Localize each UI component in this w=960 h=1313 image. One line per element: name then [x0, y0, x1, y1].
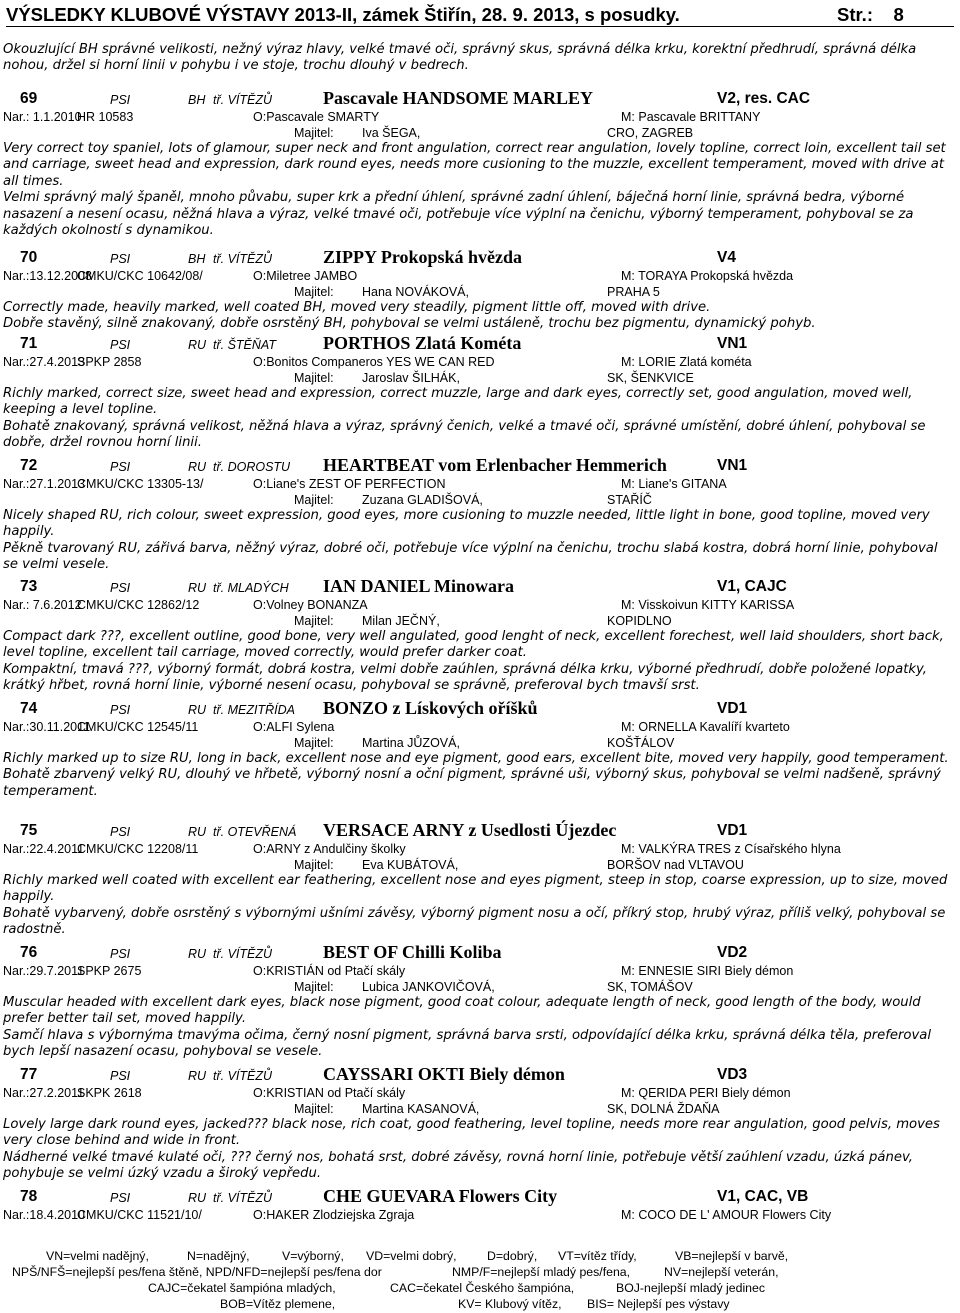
dam: [621, 477, 727, 491]
sire-prefix: O:: [253, 1086, 267, 1100]
entry-show-class: tř. VÍTĚZŮ: [213, 1069, 273, 1083]
entry-show-class: tř. DOROSTU: [213, 460, 291, 474]
dam: [621, 110, 760, 124]
sire-name: ARNY z Andulčiny školky: [266, 842, 406, 856]
entry-show-class: tř. ŠTĚŇAT: [213, 338, 276, 352]
entry-grade: VN1: [717, 335, 748, 352]
dog-name: BEST OF Chilli Koliba: [323, 942, 502, 962]
entry-pedigree: [0, 963, 960, 979]
entry-heading: [0, 942, 960, 963]
sire: [253, 720, 334, 734]
critique-text: Compact dark ???, excellent outline, good bone, very well angulated, good lenght of neck, excellent forechest, well laid shoulders, short back, level topline, excellent tail carriage, moved correctly, would prefer darker coat.: [3, 629, 944, 661]
sire-name: Liane's ZEST OF PERFECTION: [266, 477, 446, 491]
sire-name: HAKER Zlodziejska Zgraja: [266, 1208, 415, 1222]
entry-owner: [0, 370, 960, 386]
owner-city: SK, ŠENKVICE: [607, 371, 694, 385]
critique-text: Correctly made, heavily marked, well coated BH, moved very steadily, pigment little off, moved with drive.: [3, 300, 711, 315]
sire-prefix: O:: [253, 1208, 267, 1222]
entry-pedigree: [0, 268, 960, 284]
entry-grade: VD1: [717, 822, 748, 839]
entry-pedigree: [0, 109, 960, 125]
birth-date: Nar.:27.2.2011: [3, 1086, 85, 1100]
sire-prefix: O:: [253, 269, 267, 283]
sire-prefix: O:: [253, 720, 267, 734]
dog-entry: [0, 576, 960, 695]
entry-pedigree: [0, 1085, 960, 1101]
entry-grade: V1, CAC, VB: [717, 1188, 809, 1205]
dam-prefix: M:: [621, 269, 635, 283]
owner-city: STAŘÍČ: [607, 493, 652, 507]
entry-heading: [0, 88, 960, 109]
entry-show-class: tř. MLADÝCH: [213, 581, 289, 595]
dam: [621, 269, 793, 283]
entry-class: PSI: [110, 1191, 131, 1205]
entry-number: 69: [20, 90, 38, 107]
page-header: [6, 2, 954, 26]
entry-color: RU: [188, 1191, 207, 1205]
header-rule: [6, 26, 954, 27]
sire-prefix: O:: [253, 842, 267, 856]
registration-number: CMKU/CKC 10642/08/: [77, 269, 203, 283]
page-title: VÝSLEDKY KLUBOVÉ VÝSTAVY 2013-II, zámek Štiřín, 28. 9. 2013, s posudky.: [6, 4, 680, 25]
dog-entry: [0, 455, 960, 574]
birth-date: Nar.:13.12.2008: [3, 269, 92, 283]
dog-name: Pascavale HANDSOME MARLEY: [323, 88, 593, 108]
sire-prefix: O:: [253, 477, 267, 491]
entry-class: PSI: [110, 460, 131, 474]
dog-entry: [0, 942, 960, 1061]
legend-item: VT=vítěz třídy,: [558, 1249, 637, 1263]
critique-text: Velmi správný malý španěl, mnoho půvabu, super krk a přední úhlení, správné zadní úhlení, báječná horní linie, správná bedra, výborné nasazení a nesení ocasu, něžná hlava a výraz, velké tmavé oči, potřebuje více výplní na čenichu, výborný temperament, pohyboval se za každých okolností s dynamikou.: [3, 190, 914, 239]
owner-city: PRAHA 5: [607, 285, 660, 299]
entry-color: RU: [188, 1069, 207, 1083]
critique-text: Bohatě znakovaný, správná velikost, něžná hlava a výraz, správný čenich, velké a tmavé oči, správné umístění, dobré úhlení, pohyboval se dobře, držel rovnou horní linii.: [3, 418, 926, 451]
page-number-prefix: Str.:: [837, 4, 873, 25]
entry-pedigree: [0, 354, 960, 370]
legend-item: VB=nejlepší v barvě,: [675, 1249, 789, 1263]
critique-text: Nádherné velké tmavé kulaté oči, ??? černý nos, bohatá srst, dobré závěsy, rovná horní linie, potřebuje větší zaúhlení vzadu, úzká pánev, pohybuje se velmi úzký vzadu a široký vepředu.: [3, 1149, 913, 1182]
dog-name: CHE GUEVARA Flowers City: [323, 1186, 558, 1206]
critique-text: Samčí hlava s výbornýma tmavýma očima, černý nosní pigment, správná barva srsti, odpovídající délka krku, správná délka těla, preferoval bych lepší nasazení ocasu, pohyboval se vesele.: [3, 1027, 932, 1060]
entry-show-class: tř. VÍTĚZŮ: [213, 947, 273, 961]
sire-prefix: O:: [253, 355, 267, 369]
dog-name: ZIPPY Prokopská hvězda: [323, 247, 523, 267]
dam-prefix: M:: [621, 1086, 635, 1100]
entry-grade: VD3: [717, 1066, 748, 1083]
critique-text: Bohatě zbarvený velký RU, dlouhý ve hřbetě, výborný nosní a oční pigment, správné uši, výborný skus, pohyboval se velmi nadšeně, správný temperament.: [3, 767, 941, 799]
registration-number: CMKU/CKC 12545/11: [77, 720, 199, 734]
entry-class: PSI: [110, 1069, 131, 1083]
dam: [621, 1086, 791, 1100]
dam-prefix: M:: [621, 355, 635, 369]
entry-number: 73: [20, 578, 38, 595]
entry-color: BH: [188, 93, 206, 107]
critique-text: Bohatě vybarvený, dobře osrstěný s výbornými ušními závěsy, výborný pigment nosu a očí, příkrý stop, hrubý výraz, příliš velký, pohyboval se radostně.: [3, 905, 946, 938]
entry-number: 77: [20, 1066, 38, 1083]
entry-color: RU: [188, 460, 207, 474]
registration-number: CMKU/CKC 11521/10/: [77, 1208, 202, 1222]
owner-name: Martina KASANOVÁ,: [362, 1102, 480, 1116]
registration-number: CMKU/CKC 12862/12: [77, 598, 200, 612]
sire-prefix: O:: [253, 110, 267, 124]
birth-date: Nar.:30.11.2011: [3, 720, 91, 734]
dam-name: COCO DE L' AMOUR Flowers City: [638, 1208, 832, 1222]
entry-grade: V1, CAJC: [717, 578, 787, 595]
entry-pedigree: [0, 476, 960, 492]
critique-text: Nicely shaped RU, rich colour, sweet expression, good eyes, more cusioning to muzzle needed, little light in bone, good topline, moved very happily.: [3, 508, 930, 540]
entry-color: RU: [188, 947, 207, 961]
dam: [621, 964, 793, 978]
entry-show-class: tř. VÍTĚZŮ: [213, 252, 273, 266]
sire: [253, 269, 357, 283]
entry-heading: [0, 576, 960, 597]
legend-item: N=nadějný,: [187, 1249, 250, 1263]
entry-pedigree: [0, 597, 960, 613]
owner-label: Majitel:: [294, 493, 334, 507]
critique-text: Lovely large dark round eyes, jacked??? black nose, rich coat, good feathering, level topline, needs more rear angulation, good pelvis, moves very close behind and wide in front.: [3, 1117, 940, 1149]
entry-number: 72: [20, 457, 38, 474]
entry-color: BH: [188, 252, 206, 266]
dog-entry: [0, 1064, 960, 1183]
sire: [253, 598, 368, 612]
legend-item: VD=velmi dobrý,: [366, 1249, 457, 1263]
owner-label: Majitel:: [294, 736, 334, 750]
entry-heading: [0, 820, 960, 841]
birth-date: Nar.: 7.6.2012: [3, 598, 82, 612]
critique-text: Pěkně tvarovaný RU, zářivá barva, něžný výraz, dobré oči, potřebuje více výplní na čenichu, trochu slabá kostra, dobrá horní linie, pohyboval se velmi vesele.: [3, 540, 938, 573]
entry-pedigree: [0, 719, 960, 735]
sire-name: Miletree JAMBO: [266, 269, 358, 283]
entry-heading: [0, 333, 960, 354]
owner-city: SK, DOLNÁ ŽDAŇA: [607, 1102, 720, 1116]
entry-show-class: tř. VÍTĚZŮ: [213, 1191, 273, 1205]
critique-text: Dobře stavěný, silně znakovaný, dobře osrstěný BH, pohyboval se velmi ustáleně, trochu bez pigmentu, dynamický pohyb.: [3, 316, 816, 332]
entry-pedigree: [0, 841, 960, 857]
entry-heading: [0, 455, 960, 476]
dog-entry: [0, 247, 960, 333]
entry-show-class: tř. OTEVŘENÁ: [213, 825, 297, 839]
dam-name: LORIE Zlatá kométa: [638, 355, 752, 369]
registration-number: HR 10583: [77, 110, 134, 124]
entry-color: RU: [188, 825, 207, 839]
entry-number: 70: [20, 249, 38, 266]
sire-prefix: O:: [253, 964, 267, 978]
birth-date: Nar.:27.1.2013: [3, 477, 86, 491]
dog-name: BONZO z Lískových oříšků: [323, 698, 538, 718]
entry-grade: VD2: [717, 944, 748, 961]
sire-name: KRISTIÁN od Ptačí skály: [266, 964, 406, 978]
legend-item: BOB=Vítěz plemene,: [220, 1297, 336, 1311]
entry-number: 71: [20, 335, 38, 352]
entry-class: PSI: [110, 581, 131, 595]
legend-item: NV=nejlepší veterán,: [664, 1265, 779, 1279]
owner-city: SK, TOMÁŠOV: [607, 980, 693, 994]
entry-owner: [0, 492, 960, 508]
owner-label: Majitel:: [294, 1102, 334, 1116]
owner-city: BORŠOV nad VLTAVOU: [607, 858, 744, 872]
entry-owner: [0, 613, 960, 629]
owner-name: Zuzana GLADIŠOVÁ,: [362, 493, 483, 507]
entry-number: 74: [20, 700, 38, 717]
owner-label: Majitel:: [294, 980, 334, 994]
registration-number: CMKU/CKC 12208/11: [77, 842, 199, 856]
owner-city: CRO, ZAGREB: [607, 126, 694, 140]
entry-owner: [0, 857, 960, 873]
registration-number: SKPK 2618: [77, 1086, 142, 1100]
owner-label: Majitel:: [294, 371, 334, 385]
owner-name: Hana NOVÁKOVÁ,: [362, 285, 469, 299]
page-number-value: 8: [893, 4, 904, 25]
dog-entry: [0, 698, 960, 800]
legend-item: KV= Klubový vítěz,: [458, 1297, 562, 1311]
entry-color: RU: [188, 338, 207, 352]
entry-heading: [0, 247, 960, 268]
sire-name: Volney BONANZA: [266, 598, 368, 612]
dam-name: ENNESIE SIRI Biely démon: [638, 964, 794, 978]
dog-entry: [0, 333, 960, 452]
entry-heading: [0, 698, 960, 719]
page-number: [837, 4, 904, 26]
critique-text: Richly marked well coated with excellent ear feathering, excellent nose and eyes pigment, steep in stop, coarse expression, up to size, moved happily.: [3, 873, 948, 905]
sire: [253, 477, 445, 491]
legend-item: D=dobrý,: [487, 1249, 538, 1263]
dam-prefix: M:: [621, 598, 635, 612]
dam-name: QERIDA PERI Biely démon: [638, 1086, 791, 1100]
dam-name: Liane's GITANA: [638, 477, 727, 491]
entry-pedigree: [0, 1207, 960, 1223]
owner-name: Jaroslav ŠILHÁK,: [362, 371, 460, 385]
entry-heading: [0, 1186, 960, 1207]
owner-name: Iva ŠEGA,: [362, 126, 421, 140]
legend-item: NMP/F=nejlepší mladý pes/fena,: [452, 1265, 631, 1279]
dam: [621, 1208, 831, 1222]
entry-grade: VN1: [717, 457, 748, 474]
entry-color: RU: [188, 703, 207, 717]
sire-prefix: O:: [253, 598, 267, 612]
dam-prefix: M:: [621, 1208, 635, 1222]
entry-owner: [0, 979, 960, 995]
entry-class: PSI: [110, 252, 131, 266]
dam-name: ORNELLA Kavalíří kvarteto: [638, 720, 790, 734]
dam-name: VALKÝRA TRES z Císařského hlyna: [638, 842, 841, 856]
entry-show-class: tř. VÍTĚZŮ: [213, 93, 273, 107]
dam: [621, 720, 790, 734]
sire: [253, 110, 379, 124]
legend-item: BOJ-nejlepší mladý jedinec: [616, 1281, 765, 1295]
entry-owner: [0, 284, 960, 300]
sire: [253, 842, 406, 856]
legend-item: CAC=čekatel Českého šampióna,: [390, 1281, 575, 1295]
owner-name: Milan JEČNÝ,: [362, 614, 440, 628]
legend-item: NPŠ/NFŠ=nejlepší pes/fena štěně, NPD/NFD=nejlepší pes/fena dor: [12, 1265, 382, 1279]
dam-prefix: M:: [621, 964, 635, 978]
entry-number: 76: [20, 944, 38, 961]
sire: [253, 355, 495, 369]
entry-class: PSI: [110, 703, 131, 717]
critique-text: Very correct toy spaniel, lots of glamour, super neck and front angulation, correct rear angulation, lovely topline, correct loin, excellent tail set and carriage, sweet head and expression, dark round eyes, needs more cusioning to the muzzle, excellent temperament, moved with drive at all times.: [3, 141, 946, 189]
entry-grade: V4: [717, 249, 736, 266]
dam-prefix: M:: [621, 720, 635, 734]
owner-name: Eva KUBÁTOVÁ,: [362, 858, 459, 872]
entry-color: RU: [188, 581, 207, 595]
dam-prefix: M:: [621, 110, 635, 124]
critique-text: Muscular headed with excellent dark eyes, black nose pigment, good coat colour, adequate length of neck, good length of the body, would prefer better tail set, moved happily.: [3, 995, 921, 1027]
legend-item: CAJC=čekatel šampióna mladých,: [148, 1281, 336, 1295]
owner-name: Martina JŮZOVÁ,: [362, 736, 460, 750]
entry-class: PSI: [110, 93, 131, 107]
owner-name: Lubica JANKOVIČOVÁ,: [362, 980, 495, 994]
owner-label: Majitel:: [294, 858, 334, 872]
sire: [253, 1208, 414, 1222]
entry-owner: [0, 735, 960, 751]
dam-prefix: M:: [621, 842, 635, 856]
critique-text: Richly marked up to size RU, long in back, excellent nose and eye pigment, good ears, excellent bite, moved very happily, good temperament.: [3, 751, 949, 766]
critique-text: Richly marked, correct size, sweet head and expression, correct muzzle, large and dark eyes, correctly set, good angulation, moved well, keeping a level topline.: [3, 386, 913, 418]
owner-city: KOŠŤÁLOV: [607, 736, 675, 750]
owner-label: Majitel:: [294, 126, 334, 140]
sire-name: Pascavale SMARTY: [266, 110, 380, 124]
entry-class: PSI: [110, 825, 131, 839]
entry-grade: V2, res. CAC: [717, 90, 811, 107]
dam: [621, 355, 752, 369]
sire-name: KRISTIAN od Ptačí skály: [266, 1086, 406, 1100]
dog-name: PORTHOS Zlatá Kométa: [323, 333, 522, 353]
entry-grade: VD1: [717, 700, 748, 717]
dam-name: Visskoivun KITTY KARISSA: [638, 598, 795, 612]
dog-name: IAN DANIEL Minowara: [323, 576, 515, 596]
birth-date: Nar.:22.4.2011: [3, 842, 85, 856]
dog-name: VERSACE ARNY z Usedlosti Újezdec: [323, 820, 617, 840]
dam-name: Pascavale BRITTANY: [638, 110, 761, 124]
sire-name: ALFI Sylena: [266, 720, 335, 734]
dog-name: HEARTBEAT vom Erlenbacher Hemmerich: [323, 455, 667, 475]
birth-date: Nar.:18.4.2010: [3, 1208, 86, 1222]
intro-critique: Okouzlující BH správné velikosti, nežný výraz hlavy, velké tmavé oči, správný skus, správná délka krku, korektní předhrudí, správná délka nohou, držel si horní linii v pohybu i ve stoje, trochu dlouhý v bedrech.: [3, 42, 917, 74]
entry-owner: [0, 1101, 960, 1117]
sire: [253, 964, 405, 978]
registration-number: SPKP 2675: [77, 964, 142, 978]
owner-label: Majitel:: [294, 285, 334, 299]
dog-entry: [0, 88, 960, 239]
entry-show-class: tř. MEZITŘÍDA: [213, 703, 295, 717]
dog-name: CAYSSARI OKTI Biely démon: [323, 1064, 565, 1084]
legend-item: BIS= Nejlepší pes výstavy: [587, 1297, 730, 1311]
owner-city: KOPIDLNO: [607, 614, 672, 628]
birth-date: Nar.: 1.1.2010: [3, 110, 82, 124]
dam: [621, 842, 841, 856]
registration-number: CMKU/CKC 13305-13/: [77, 477, 204, 491]
critique-text: Kompaktní, tmavá ???, výborný formát, dobrá kostra, velmi dobře zaúhlen, správná délka krku, výborné předhrudí, dobře položené lopatky, krátký hřbet, rovná horní linie, výborné nesení ocasu, pohyboval se správně, preferoval bych tmavší srst.: [3, 661, 927, 694]
dam-name: TORAYA Prokopská hvězda: [638, 269, 794, 283]
legend-item: VN=velmi nadějný,: [46, 1249, 149, 1263]
dog-entry: [0, 1186, 960, 1223]
entry-class: PSI: [110, 338, 131, 352]
birth-date: Nar.:27.4.2013: [3, 355, 86, 369]
dog-entry: [0, 820, 960, 939]
entry-number: 78: [20, 1188, 38, 1205]
sire: [253, 1086, 405, 1100]
entry-class: PSI: [110, 947, 131, 961]
entry-number: 75: [20, 822, 38, 839]
dam: [621, 598, 794, 612]
birth-date: Nar.:29.7.2011: [3, 964, 85, 978]
sire-name: Bonitos Companeros YES WE CAN RED: [266, 355, 495, 369]
entry-owner: [0, 125, 960, 141]
entry-heading: [0, 1064, 960, 1085]
owner-label: Majitel:: [294, 614, 334, 628]
dam-prefix: M:: [621, 477, 635, 491]
registration-number: SPKP 2858: [77, 355, 142, 369]
legend-item: V=výborný,: [282, 1249, 344, 1263]
